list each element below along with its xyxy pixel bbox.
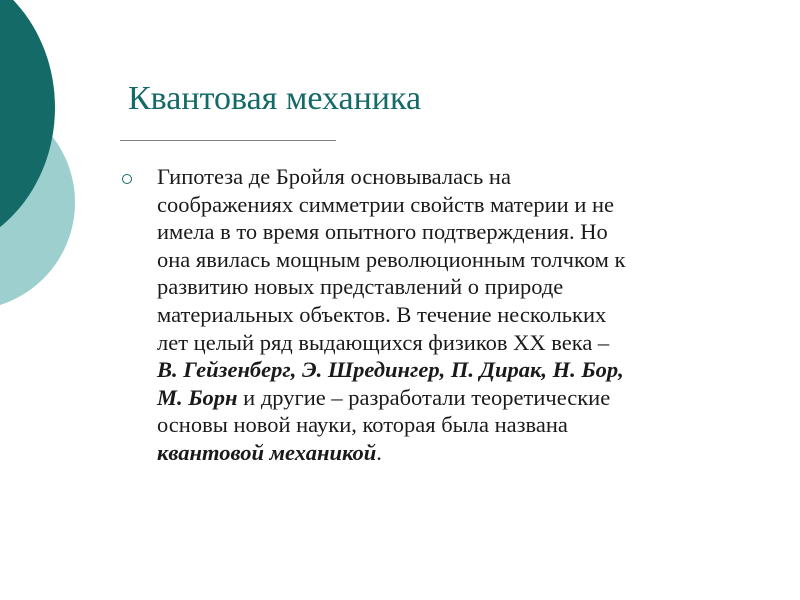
body-line	[157, 384, 757, 412]
body-line	[157, 439, 757, 467]
body-line: имела в то время опытного подтверждения. Но	[157, 219, 608, 245]
physicists-names: В. Гейзенберг, Э. Шредингер, П. Дирак, Н. Бор,	[157, 357, 624, 383]
title-underline	[120, 140, 336, 141]
hollow-circle-bullet-icon	[122, 174, 132, 184]
body-line: соображениях симметрии свойств материи и не	[157, 191, 615, 217]
body-line: Гипотеза де Бройля основывалась на	[157, 164, 511, 189]
body-line: материальных объектов. В течение нескольких	[157, 301, 607, 327]
body-line-end: .	[376, 439, 382, 465]
quantum-mechanics-term: квантовой механикой	[157, 439, 377, 465]
physicist-born: М. Борн	[157, 384, 238, 410]
body-line: она явилась мощным революционным толчком к	[157, 246, 626, 272]
body-line: основы новой науки, которая была названа	[157, 412, 568, 438]
slide-title: Квантовая механика	[128, 80, 422, 117]
body-line: лет целый ряд выдающихся физиков XX века –	[157, 329, 610, 355]
body-paragraph	[157, 163, 757, 467]
body-line: развитию новых представлений о природе	[157, 274, 564, 300]
body-line-rest: и другие – разработали теоретические	[237, 384, 611, 410]
